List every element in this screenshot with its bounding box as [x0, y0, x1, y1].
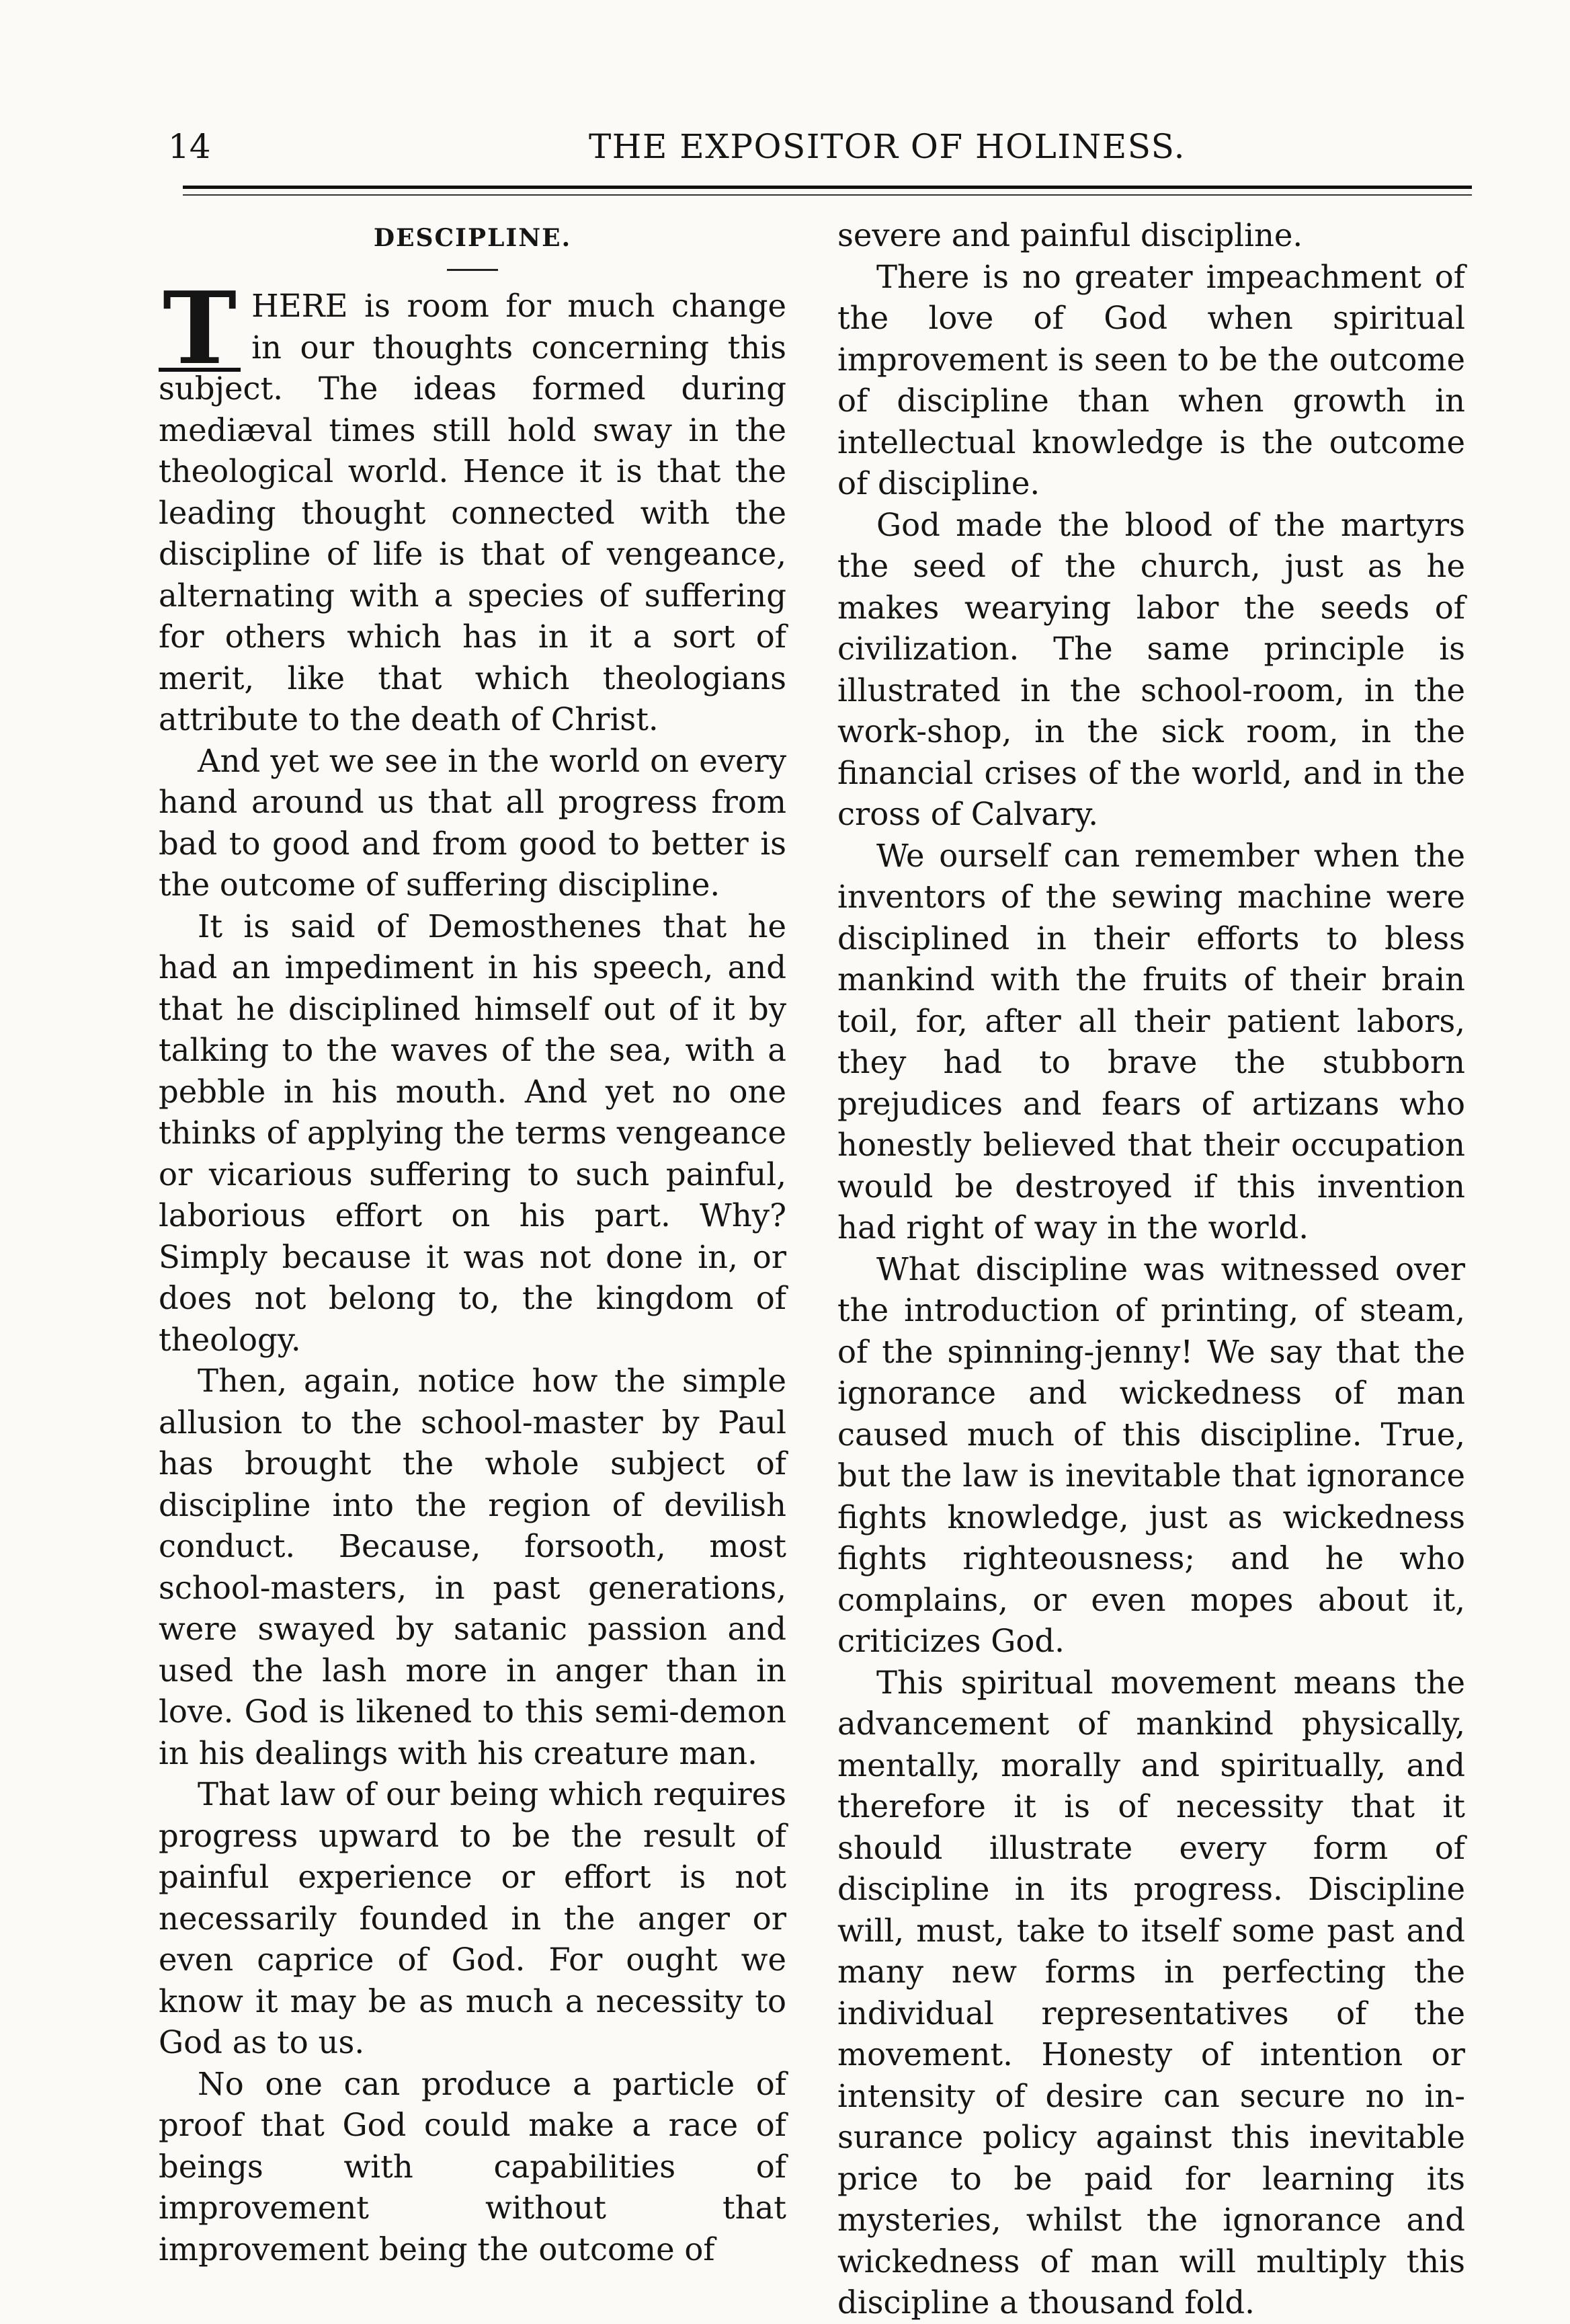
article-title: DESCIPLINE. — [373, 224, 572, 252]
paragraph-text: HERE is room for much change in our thoughts concerning this subject. The ideas formed during mediæval times still hold sway in the theological world. Hence it is that the leading thought connected with the discipline of life is that of vengeance, alternating with a species of suffering for others which has in it a sort of merit, like that which theologians attribute to the death of Christ. — [159, 288, 786, 737]
page-header — [168, 126, 1445, 180]
paragraph: No one can produce a particle of proof that God could make a race of beings with capabilities of improvement without that improvement being the outcome of — [159, 2065, 786, 2268]
right-column — [837, 215, 1465, 2324]
header-rule-thin — [183, 194, 1472, 196]
title-rule — [447, 269, 498, 271]
paragraph: It is said of Demosthenes that he had an impediment in his speech, and that he disciplined himself out of it by talking to the waves of the sea, with a pebble in his mouth. And yet no one thinks of applying the terms vengeance or vicarious suffering to such painful, laborious effort on his part. Why? Simply because it was not done in, or does not belong to, the kingdom of theology. — [159, 908, 786, 1358]
paragraph — [159, 270, 786, 741]
paragraph: Then, again, notice how the simple allusion to the school-master by Paul has brought the whole subject of discipline into the region of devilish conduct. Because, forsooth, most school-masters, in past generations, were swayed by satanic passion and used the lash more in anger than in love. God is likened to this semi-demon in his dealings with his creature man. — [159, 1363, 786, 1771]
paragraph: We ourself can remember when the inventors of the sewing machine were disciplined in their efforts to bless mankind with the fruits of their brain toil, for, after all their patient labors, they had to brave the stubborn prejudices and fears of artizans who honestly believed that their occupation would be destroyed if this invention had right of way in the world. — [837, 837, 1465, 1246]
header-rule-thick — [183, 186, 1472, 189]
paragraph: This spiritual movement means the advancement of mankind physically, mentally, morally and spiritually, and therefore it is of necessity that it should illustrate every form of discipline in its progress. Discipline will, must, take to itself some past and many new forms in perfecting the individual representatives of the movement. Honesty of intention or intensity of desire can secure no insurance policy against this inevitable price to be paid for learning its mysteries, whilst the ignorance and wickedness of man will multiply this discipline a thousand fold. — [837, 1664, 1465, 2321]
drop-cap: T — [159, 288, 241, 372]
running-head: THE EXPOSITOR OF HOLINESS. — [588, 127, 1186, 166]
paragraph: And yet we see in the world on every hand around us that all progress from bad to good and from good to better is the outcome of suffering discipline. — [159, 742, 786, 903]
page-number: 14 — [168, 127, 211, 166]
left-column — [159, 222, 786, 2270]
paragraph: There is no greater impeachment of the love of God when spiritual improvement is seen to be the outcome of discipline than when growth in intellectual knowledge is the outcome of discipline. — [837, 258, 1465, 502]
paragraph: That law of our being which requires progress upward to be the result of painful experience or effort is not necessarily founded in the anger or even caprice of God. For ought we know it may be as much a necessity to God as to us. — [159, 1776, 786, 2060]
paragraph: What discipline was witnessed over the introduction of printing, of steam, of the spinning-jenny! We say that the ignorance and wickedness of man caused much of this discipline. True, but the law is inevitable that ignorance fights knowledge, just as wickedness fights righteousness; and he who complains, or even mopes about it, criticizes God. — [837, 1250, 1465, 1659]
paragraph: God made the blood of the martyrs the seed of the church, just as he makes wearying labor the seeds of civilization. The same principle is illustrated in the school-room, in the work-shop, in the sick room, in the financial crises of the world, and in the cross of Calvary. — [837, 506, 1465, 832]
paragraph-continued: severe and painful discipline. — [837, 217, 1303, 253]
